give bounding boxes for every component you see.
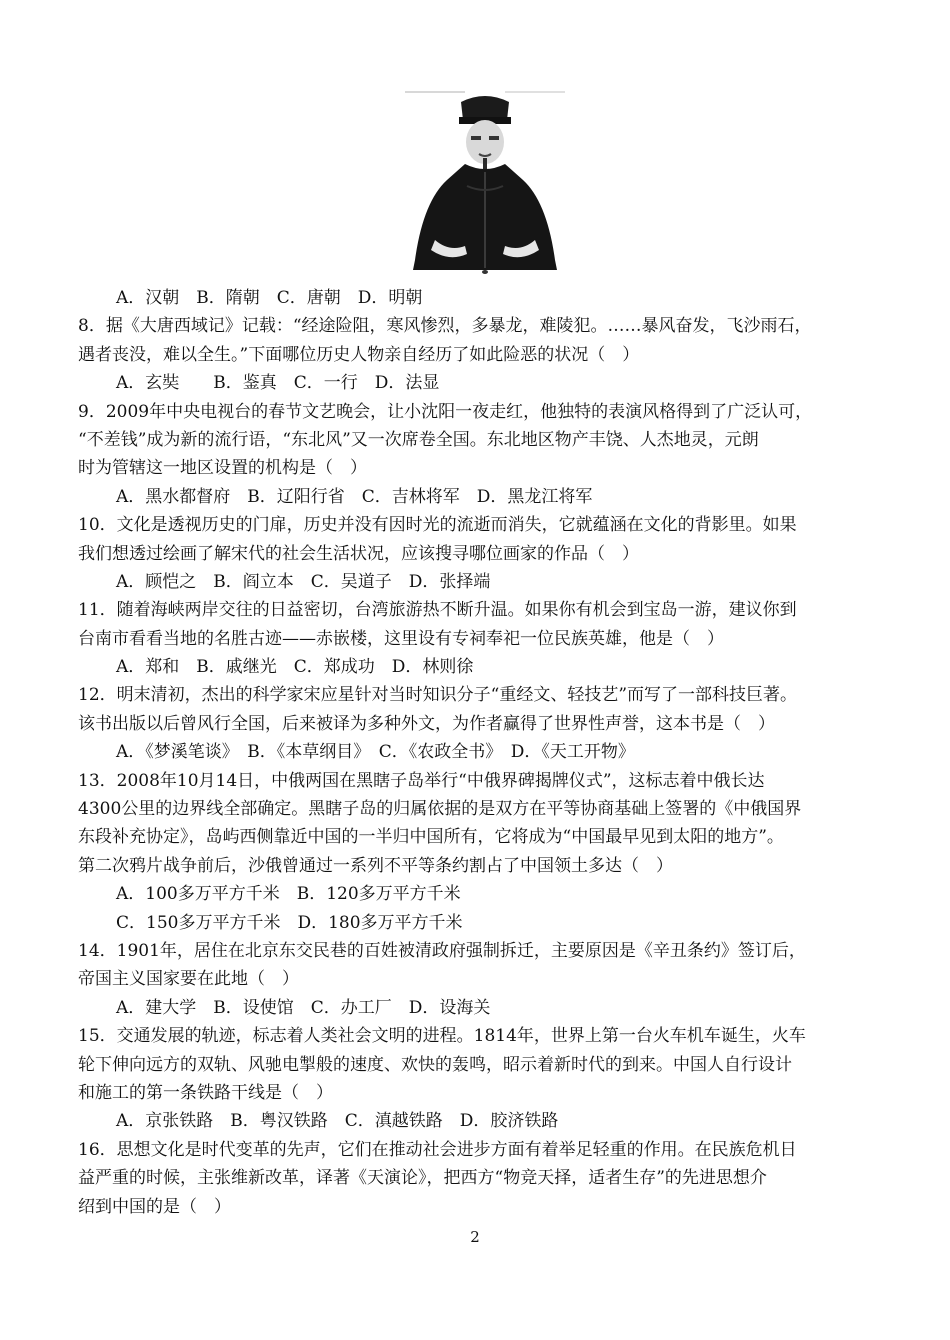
q9-line-3: 时为管辖这一地区设置的机构是（ ） [78, 458, 367, 479]
q8-options: A．玄奘 B．鉴真 C．一行 D．法显 [116, 373, 440, 394]
q13-line-2: 4300公里的边界线全部确定。黑瞎子岛的归属依据的是双方在平等协商基础上签署的《中俄国界 [78, 799, 802, 820]
q15-line-2: 轮下伸向远方的双轨、风驰电掣般的速度、欢快的轰鸣，昭示着新时代的到来。中国人自行设计 [78, 1054, 792, 1075]
q9-line-1: 9．2009年中央电视台的春节文艺晚会，让小沈阳一夜走红，他独特的表演风格得到了广泛认可， [78, 401, 813, 422]
q14-options: A．建大学 B．设使馆 C．办工厂 D．设海关 [116, 997, 491, 1018]
q13-line-4: 第二次鸦片战争前后，沙俄曾通过一系列不平等条约割占了中国领土多达（ ） [78, 855, 673, 876]
portrait-image [405, 90, 565, 278]
q11-line-2: 台南市看看当地的名胜古迹——赤嵌楼，这里设有专祠奉祀一位民族英雄，他是（ ） [78, 628, 724, 649]
q10-options: A．顾恺之 B．阎立本 C．吴道子 D．张择端 [116, 571, 491, 592]
q12-line-2: 该书出版以后曾风行全国，后来被译为多种外文，为作者赢得了世界性声誉，这本书是（ ） [78, 713, 775, 734]
q16-line-3: 绍到中国的是（ ） [78, 1196, 231, 1217]
q10-line-1: 10．文化是透视历史的门扉，历史并没有因时光的流逝而消失，它就蕴涵在文化的背影里。如果 [78, 515, 797, 536]
page-number: 2 [470, 1228, 480, 1246]
q15-line-3: 和施工的第一条铁路干线是（ ） [78, 1082, 333, 1103]
q7-options: A．汉朝 B．隋朝 C．唐朝 D．明朝 [116, 288, 423, 308]
q13-line-3: 东段补充协定》，岛屿西侧靠近中国的一半归中国所有，它将成为“中国最早见到太阳的地方”。 [78, 827, 784, 848]
q10-line-2: 我们想透过绘画了解宋代的社会生活状况，应该搜寻哪位画家的作品（ ） [78, 543, 639, 564]
q15-line-1: 15．交通发展的轨迹，标志着人类社会文明的进程。1814年，世界上第一台火车机车诞生，火车 [78, 1026, 806, 1047]
q11-line-1: 11．随着海峡两岸交往的日益密切，台湾旅游热不断升温。如果你有机会到宝岛一游，建议你到 [78, 600, 797, 621]
question-content [78, 284, 890, 1221]
q9-options: A．黑水都督府 B．辽阳行省 C．吉林将军 D．黑龙江将军 [116, 486, 593, 507]
q13-line-1: 13．2008年10月14日，中俄两国在黑瞎子岛举行“中俄界碑揭牌仪式”，这标志着中俄长达 [78, 770, 765, 791]
q16-line-1: 16．思想文化是时代变革的先声，它们在推动社会进步方面有着举足轻重的作用。在民族危机日 [78, 1139, 797, 1160]
q13-options-cd: C．150多万平方千米 D．180多万平方千米 [116, 912, 463, 933]
q11-options: A．郑和 B．戚继光 C．郑成功 D．林则徐 [116, 657, 474, 678]
q14-line-1: 14．1901年，居住在北京东交民巷的百姓被清政府强制拆迁，主要原因是《辛丑条约》签订后， [78, 940, 806, 961]
q12-line-1: 12．明末清初，杰出的科学家宋应星针对当时知识分子“重经文、轻技艺”而写了一部科技巨著。 [78, 685, 798, 706]
q8-line-1: 8．据《大唐西域记》记载：“经途险阻，寒风惨烈，多暴龙，难陵犯。……暴风奋发，飞沙雨石， [78, 316, 812, 337]
q16-line-2: 益严重的时候，主张维新改革，译著《天演论》，把西方“物竞天择，适者生存”的先进思想介 [78, 1168, 767, 1189]
q12-options: A．《梦溪笔谈》 B．《本草纲目》 C．《农政全书》 D．《天工开物》 [116, 742, 635, 763]
q14-line-2: 帝国主义国家要在此地（ ） [78, 969, 299, 990]
q13-options-ab: A．100多万平方千米 B．120多万平方千米 [116, 884, 461, 905]
q15-options: A．京张铁路 B．粤汉铁路 C．滇越铁路 D．胶济铁路 [116, 1111, 559, 1132]
q8-line-2: 遇者丧没，难以全生。”下面哪位历史人物亲自经历了如此险恶的状况（ ） [78, 344, 640, 365]
q9-line-2: “不差钱”成为新的流行语，“东北风”又一次席卷全国。东北地区物产丰饶、人杰地灵，元朗 [78, 429, 759, 450]
